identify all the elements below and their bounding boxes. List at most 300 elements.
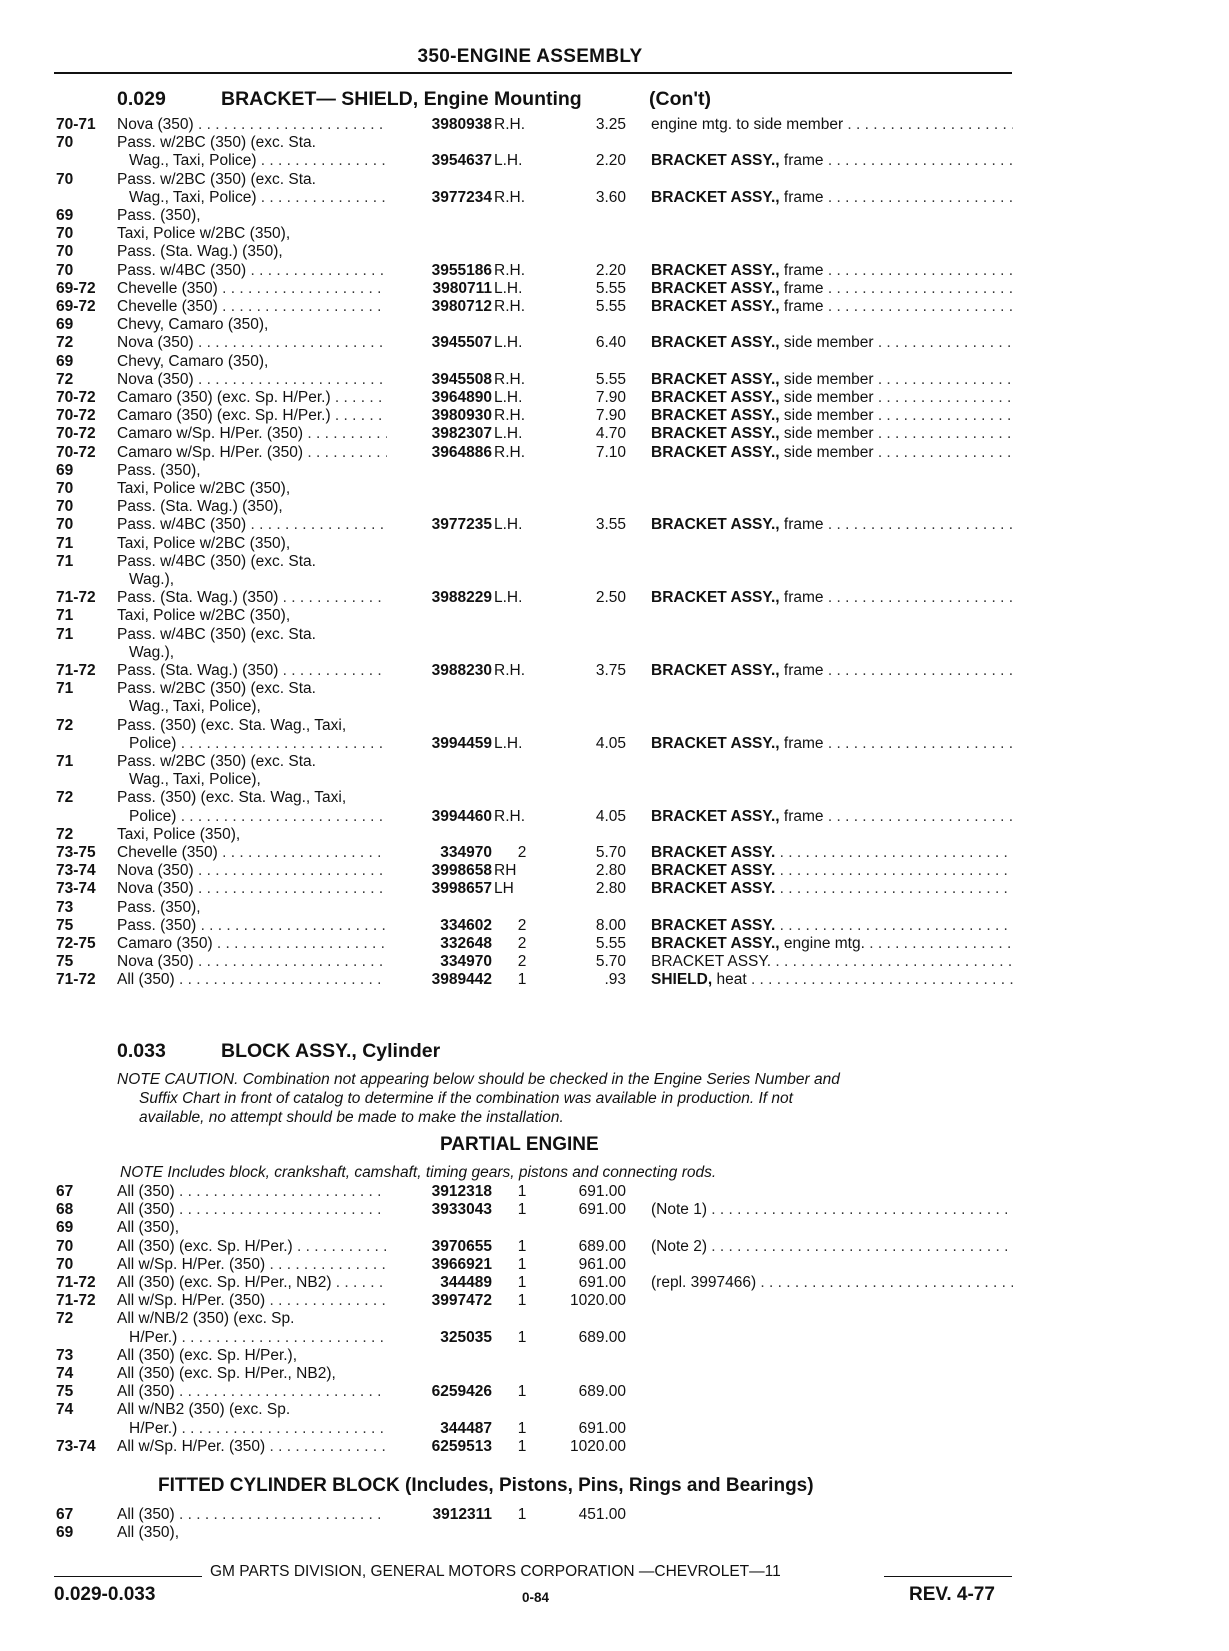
- price: 691.00: [578, 1274, 626, 1291]
- catalog-row: [0, 697, 1229, 716]
- quantity: 2: [517, 935, 527, 952]
- quantity: 1: [517, 1274, 527, 1291]
- description-text: Pass. (350),: [117, 898, 201, 916]
- section-title: BLOCK ASSY., Cylinder: [221, 1040, 441, 1062]
- price: 689.00: [578, 1237, 626, 1255]
- description-text: All w/NB/2 (350) (exc. Sp.: [117, 1310, 295, 1328]
- description-text: Camaro (350) . . .: [117, 935, 387, 952]
- year-range: 70-72: [56, 389, 96, 406]
- price: 2.20: [595, 152, 626, 170]
- section-continued: (Con't): [649, 88, 712, 110]
- catalog-row: [0, 479, 1229, 498]
- description: [129, 1328, 387, 1347]
- description-text: All (350) (exc. Sp. H/Per., NB2) . . .: [117, 1274, 387, 1291]
- remark: [651, 424, 1013, 443]
- description: [117, 752, 387, 771]
- remark-detail: side member: [779, 370, 874, 388]
- remark: [651, 661, 1013, 680]
- year-range: 70: [56, 480, 74, 497]
- remark-part-name: BRACKET ASSY.,: [651, 935, 780, 952]
- description: [117, 1182, 387, 1201]
- remark-part-name: BRACKET ASSY.: [651, 844, 776, 861]
- remark-detail: heat: [712, 971, 747, 989]
- description: [117, 588, 387, 607]
- remark-part-name: BRACKET ASSY.,: [651, 298, 780, 315]
- remark: [651, 388, 1013, 407]
- description-text: Pass. w/4BC (350) . . .: [117, 516, 387, 533]
- year-range: 70: [56, 170, 74, 188]
- part-number: 3970655: [431, 1237, 492, 1255]
- catalog-row: [0, 388, 1229, 407]
- part-number: 334970: [440, 844, 492, 861]
- description-text: Chevy, Camaro (350),: [117, 352, 269, 370]
- catalog-row: [0, 151, 1229, 170]
- description: [117, 170, 387, 189]
- year-range: 69-72: [56, 279, 96, 297]
- quantity: 1: [517, 1383, 527, 1401]
- remark: [651, 188, 1013, 207]
- description-text: Pass. w/4BC (350) (exc. Sta.: [117, 625, 316, 643]
- remark: [651, 370, 1013, 389]
- part-number: 334970: [440, 953, 492, 971]
- remark-detail: engine mtg. to side member: [651, 116, 844, 133]
- catalog-row: [0, 261, 1229, 280]
- remark-part-name: BRACKET ASSY.,: [651, 589, 780, 607]
- quantity: 1: [517, 1437, 527, 1455]
- remark-text: [651, 152, 1013, 169]
- remark-text: [651, 917, 1013, 934]
- price: 961.00: [578, 1255, 626, 1273]
- description-text: All (350) . . .: [117, 971, 387, 988]
- catalog-row: [0, 242, 1229, 261]
- remark-text: [651, 1238, 1013, 1255]
- part-number: 3954637: [431, 152, 492, 170]
- remark: [651, 1237, 1013, 1256]
- remark-detail: frame: [779, 807, 824, 825]
- year-range: 69: [56, 352, 74, 370]
- part-number: 3964886: [431, 443, 492, 461]
- remark-detail: side member: [779, 425, 874, 443]
- quantity: 1: [517, 971, 527, 989]
- year-range: 70-72: [56, 425, 96, 443]
- remark-part-name: BRACKET ASSY.,: [651, 734, 780, 752]
- description-text: All (350) (exc. Sp. H/Per., NB2),: [117, 1365, 336, 1382]
- remark: [651, 115, 1013, 134]
- remark-text: [651, 662, 1013, 679]
- side: R.H.: [494, 188, 525, 206]
- part-number: 3912311: [432, 1506, 492, 1523]
- quantity: 1: [517, 1255, 527, 1273]
- description: [117, 534, 387, 553]
- footer-revision: REV. 4-77: [909, 1584, 995, 1605]
- catalog-row: [0, 807, 1229, 826]
- year-range: 71: [56, 607, 74, 625]
- description: [117, 461, 387, 480]
- price: 689.00: [578, 1383, 626, 1401]
- year-range: 71: [56, 753, 74, 770]
- remark-detail: (Note 2): [651, 1237, 707, 1255]
- year-range: 72: [56, 716, 74, 734]
- description: [117, 279, 387, 298]
- description: [117, 952, 387, 971]
- catalog-row: [0, 333, 1229, 352]
- catalog-row: [0, 898, 1229, 917]
- remark-text: [651, 389, 1013, 406]
- part-number: 344489: [440, 1274, 492, 1291]
- year-range: 70: [56, 261, 74, 279]
- description-text: All (350) . . .: [117, 1383, 387, 1400]
- year-range: 70: [56, 134, 74, 152]
- description: [117, 206, 387, 225]
- remark-detail: frame: [779, 516, 824, 534]
- catalog-row: [0, 552, 1229, 571]
- description: [117, 1346, 387, 1365]
- remark: [651, 443, 1013, 462]
- description-text: Pass. (350) (exc. Sta. Wag., Taxi,: [117, 789, 347, 807]
- year-range: 71-72: [56, 1292, 96, 1310]
- side: LH: [494, 880, 514, 898]
- description-text: Nova (350) . . .: [117, 116, 387, 133]
- year-range: 75: [56, 953, 74, 971]
- description: [129, 734, 387, 753]
- page-title: 350-ENGINE ASSEMBLY: [417, 46, 643, 67]
- description: [117, 916, 387, 935]
- remark: [651, 879, 1013, 898]
- description-text: All (350) . . .: [117, 1506, 387, 1523]
- description: [117, 1437, 387, 1456]
- description-text: Taxi, Police w/2BC (350),: [117, 480, 291, 497]
- footer-page-number: 0-84: [522, 1590, 550, 1605]
- remark-part-name: BRACKET ASSY.,: [651, 261, 780, 279]
- remark-detail: frame: [779, 279, 824, 297]
- description-text: Police) . . .: [129, 808, 387, 825]
- description: [117, 661, 387, 680]
- description-text: Nova (350) . . .: [117, 862, 387, 879]
- description-text: Camaro (350) (exc. Sp. H/Per.) . . .: [117, 407, 387, 424]
- catalog-row: [0, 461, 1229, 480]
- catalog-row: [0, 279, 1229, 298]
- description-text: Pass. w/4BC (350) . . .: [117, 262, 387, 279]
- catalog-row: [0, 625, 1229, 644]
- description-text: Pass. w/2BC (350) (exc. Sta.: [117, 134, 316, 152]
- part-number: 3966921: [431, 1255, 492, 1273]
- description-text: Nova (350) . . .: [117, 371, 387, 388]
- price: 4.05: [595, 807, 626, 825]
- remark-text: [651, 371, 1013, 388]
- remark: [651, 261, 1013, 280]
- description-text: All w/NB2 (350) (exc. Sp.: [117, 1401, 291, 1419]
- remark-detail: side member: [779, 407, 874, 425]
- year-range: 69: [56, 1219, 74, 1237]
- remark: [651, 843, 1013, 862]
- side: R.H.: [494, 298, 525, 315]
- price: 2.50: [595, 589, 626, 607]
- remark-part-name: BRACKET ASSY.,: [651, 389, 780, 406]
- description: [117, 443, 387, 462]
- year-range: 69: [56, 316, 74, 334]
- description-text: Pass. w/4BC (350) (exc. Sta.: [117, 552, 316, 570]
- catalog-row: [0, 224, 1229, 243]
- remark: [651, 333, 1013, 352]
- price: 5.70: [595, 953, 626, 971]
- remark: [651, 279, 1013, 298]
- part-number: 3955186: [431, 261, 492, 279]
- description: [117, 879, 387, 898]
- year-range: 73-75: [56, 844, 96, 861]
- description-text: Taxi, Police (350),: [117, 825, 241, 843]
- part-number: 3997472: [431, 1292, 492, 1310]
- price: 2.80: [595, 880, 626, 898]
- description: [117, 1523, 387, 1542]
- part-number: 3964890: [431, 389, 492, 406]
- year-range: 73: [56, 1346, 74, 1364]
- year-range: 70-71: [56, 116, 96, 133]
- description-text: Pass. (Sta. Wag.) (350) . . .: [117, 662, 387, 679]
- description: [117, 606, 387, 625]
- year-range: 67: [56, 1183, 74, 1200]
- remark-text: [651, 280, 1013, 297]
- description: [117, 1400, 387, 1419]
- catalog-row: [0, 734, 1229, 753]
- price: 1020.00: [569, 1292, 626, 1310]
- description: [117, 970, 387, 989]
- description-text: Chevelle (350) . . .: [117, 298, 387, 315]
- description: [117, 497, 387, 516]
- description: [117, 261, 387, 280]
- side: L.H.: [494, 734, 523, 752]
- remark-part-name: BRACKET ASSY.,: [651, 279, 780, 297]
- price: 691.00: [578, 1183, 626, 1200]
- part-number: 334602: [440, 916, 492, 934]
- description: [129, 643, 387, 662]
- description-text: Pass. (350),: [117, 207, 201, 224]
- part-number: 3994460: [431, 807, 492, 825]
- description-text: Nova (350) . . .: [117, 880, 387, 897]
- catalog-row: [0, 1400, 1229, 1419]
- part-number: 3980711: [432, 279, 492, 297]
- catalog-row: [0, 661, 1229, 680]
- part-number: 3945508: [431, 370, 492, 388]
- remark-part-name: BRACKET ASSY.,: [651, 662, 780, 679]
- catalog-row: [0, 970, 1229, 989]
- description-text: Pass. w/2BC (350) (exc. Sta.: [117, 753, 316, 770]
- quantity: 1: [517, 1237, 527, 1255]
- catalog-row: [0, 1182, 1229, 1201]
- remark-part-name: BRACKET ASSY.,: [651, 188, 780, 206]
- description: [117, 1273, 387, 1292]
- catalog-row: [0, 206, 1229, 225]
- side: L.H.: [494, 425, 523, 443]
- description-text: All (350) . . .: [117, 1201, 387, 1218]
- catalog-row: [0, 1364, 1229, 1383]
- quantity: 1: [517, 1419, 527, 1437]
- description: [117, 388, 387, 407]
- remark-part-name: BRACKET ASSY.: [651, 880, 776, 898]
- part-number: 3998657: [431, 880, 492, 898]
- part-number: 3933043: [431, 1201, 492, 1219]
- remark-text: [651, 262, 1013, 279]
- year-range: 71-72: [56, 662, 96, 679]
- description: [117, 825, 387, 844]
- remark-text: [651, 298, 1013, 315]
- price: 5.55: [595, 298, 626, 315]
- catalog-row: [0, 843, 1229, 862]
- description: [129, 570, 387, 589]
- catalog-row: [0, 788, 1229, 807]
- description: [117, 843, 387, 862]
- description-text: Chevy, Camaro (350),: [117, 316, 269, 334]
- year-range: 70: [56, 225, 74, 243]
- remark: [651, 916, 1013, 935]
- catalog-row: [0, 606, 1229, 625]
- description: [117, 1291, 387, 1310]
- description-text: Pass. (Sta. Wag.) (350),: [117, 498, 283, 516]
- catalog-row: [0, 934, 1229, 953]
- part-number: 3998658: [431, 862, 492, 880]
- part-number: 3980938: [431, 116, 492, 133]
- side: L.H.: [494, 152, 523, 170]
- description: [129, 1419, 387, 1438]
- section-number: 0.029: [117, 88, 166, 110]
- year-range: 73: [56, 898, 74, 916]
- remark-detail: frame: [779, 188, 824, 206]
- remark-text: [651, 1274, 1013, 1291]
- description: [117, 679, 387, 698]
- description-text: Taxi, Police w/2BC (350),: [117, 607, 291, 625]
- description-text: Chevelle (350) . . .: [117, 280, 387, 297]
- side: L.H.: [494, 589, 523, 607]
- remark-detail: BRACKET ASSY.: [651, 953, 772, 971]
- description: [117, 716, 387, 735]
- year-range: 71-72: [56, 971, 96, 989]
- year-range: 70: [56, 1255, 74, 1273]
- description: [129, 188, 387, 207]
- remark: [651, 1200, 1013, 1219]
- remark-detail: side member: [779, 389, 874, 406]
- footer-rule-left: [54, 1576, 202, 1577]
- catalog-row: [0, 1291, 1229, 1310]
- remark-text: [651, 589, 1013, 606]
- year-range: 71: [56, 625, 74, 643]
- catalog-row: [0, 770, 1229, 789]
- catalog-row: [0, 1200, 1229, 1219]
- year-range: 72: [56, 1310, 74, 1328]
- description: [117, 861, 387, 880]
- year-range: 75: [56, 1383, 74, 1401]
- remark-part-name: BRACKET ASSY.,: [651, 443, 780, 461]
- description-text: Pass. (350) . . .: [117, 917, 387, 934]
- remark-text: [651, 1201, 1013, 1218]
- description: [117, 479, 387, 498]
- quantity: 1: [517, 1292, 527, 1310]
- description-text: Camaro w/Sp. H/Per. (350) . . .: [117, 425, 387, 442]
- description-text: Wag., Taxi, Police),: [129, 771, 261, 789]
- price: 451.00: [578, 1506, 626, 1523]
- description-text: All w/Sp. H/Per. (350) . . .: [117, 1438, 387, 1455]
- footer-division: GM PARTS DIVISION, GENERAL MOTORS CORPORATION —CHEVROLET—11: [210, 1563, 781, 1580]
- description-text: Wag.),: [129, 643, 175, 661]
- remark-detail: frame: [779, 152, 824, 170]
- price: 5.55: [595, 935, 626, 952]
- side: R.H.: [494, 807, 525, 825]
- part-number: 3982307: [431, 425, 492, 443]
- remark-part-name: BRACKET ASSY.,: [651, 807, 780, 825]
- description: [117, 552, 387, 571]
- catalog-row: [0, 443, 1229, 462]
- part-number: 3988229: [431, 589, 492, 607]
- catalog-row: [0, 315, 1229, 334]
- catalog-row: [0, 133, 1229, 152]
- remark-text: [651, 334, 1013, 351]
- year-range: 70: [56, 1237, 74, 1255]
- year-range: 69: [56, 1524, 74, 1542]
- price: 2.20: [595, 261, 626, 279]
- remark-detail: frame: [779, 298, 824, 315]
- description-text: Pass. (Sta. Wag.) (350),: [117, 243, 283, 261]
- description: [117, 370, 387, 389]
- year-range: 69-72: [56, 298, 96, 315]
- footer-rule-right: [884, 1576, 1012, 1577]
- description: [117, 1309, 387, 1328]
- catalog-row: [0, 1523, 1229, 1542]
- description-text: Taxi, Police w/2BC (350),: [117, 534, 291, 552]
- price: 6.40: [595, 334, 626, 352]
- catalog-row: [0, 406, 1229, 425]
- price: 3.75: [595, 662, 626, 679]
- description: [117, 424, 387, 443]
- description-text: All (350) . . .: [117, 1183, 387, 1200]
- description: [117, 115, 387, 134]
- catalog-row: [0, 1419, 1229, 1438]
- remark-part-name: BRACKET ASSY.,: [651, 334, 780, 352]
- remark-text: [651, 116, 1013, 133]
- year-range: 70-72: [56, 407, 96, 425]
- description: [117, 934, 387, 953]
- side: L.H.: [494, 334, 523, 352]
- remark-part-name: BRACKET ASSY.,: [651, 407, 780, 425]
- price: 7.90: [595, 407, 626, 425]
- catalog-row: [0, 297, 1229, 316]
- price: 4.05: [595, 734, 626, 752]
- description-text: Nova (350) . . .: [117, 953, 387, 970]
- description: [129, 151, 387, 170]
- description-text: All w/Sp. H/Per. (350) . . .: [117, 1256, 387, 1273]
- description: [117, 1364, 387, 1383]
- description: [117, 224, 387, 243]
- catalog-row: [0, 861, 1229, 880]
- remark: [651, 807, 1013, 826]
- part-number: 3989442: [431, 971, 492, 989]
- description: [117, 1505, 387, 1524]
- price: 8.00: [595, 916, 626, 934]
- part-number: 3980712: [431, 298, 492, 315]
- year-range: 72-75: [56, 935, 96, 952]
- description: [129, 697, 387, 716]
- catalog-row: [0, 424, 1229, 443]
- remark-detail: side member: [779, 443, 874, 461]
- remark: [651, 970, 1013, 989]
- remark-text: [651, 953, 1013, 970]
- catalog-row: [0, 879, 1229, 898]
- remark-detail: frame: [779, 734, 824, 752]
- remark: [651, 406, 1013, 425]
- part-number: 3977235: [431, 516, 492, 534]
- year-range: 67: [56, 1506, 74, 1523]
- partial-engine-heading: PARTIAL ENGINE: [440, 1134, 599, 1155]
- header-rule: [54, 72, 1012, 74]
- catalog-row: [0, 497, 1229, 516]
- fitted-block-heading: FITTED CYLINDER BLOCK (Includes, Pistons, Pins, Rings and Bearings): [158, 1475, 814, 1496]
